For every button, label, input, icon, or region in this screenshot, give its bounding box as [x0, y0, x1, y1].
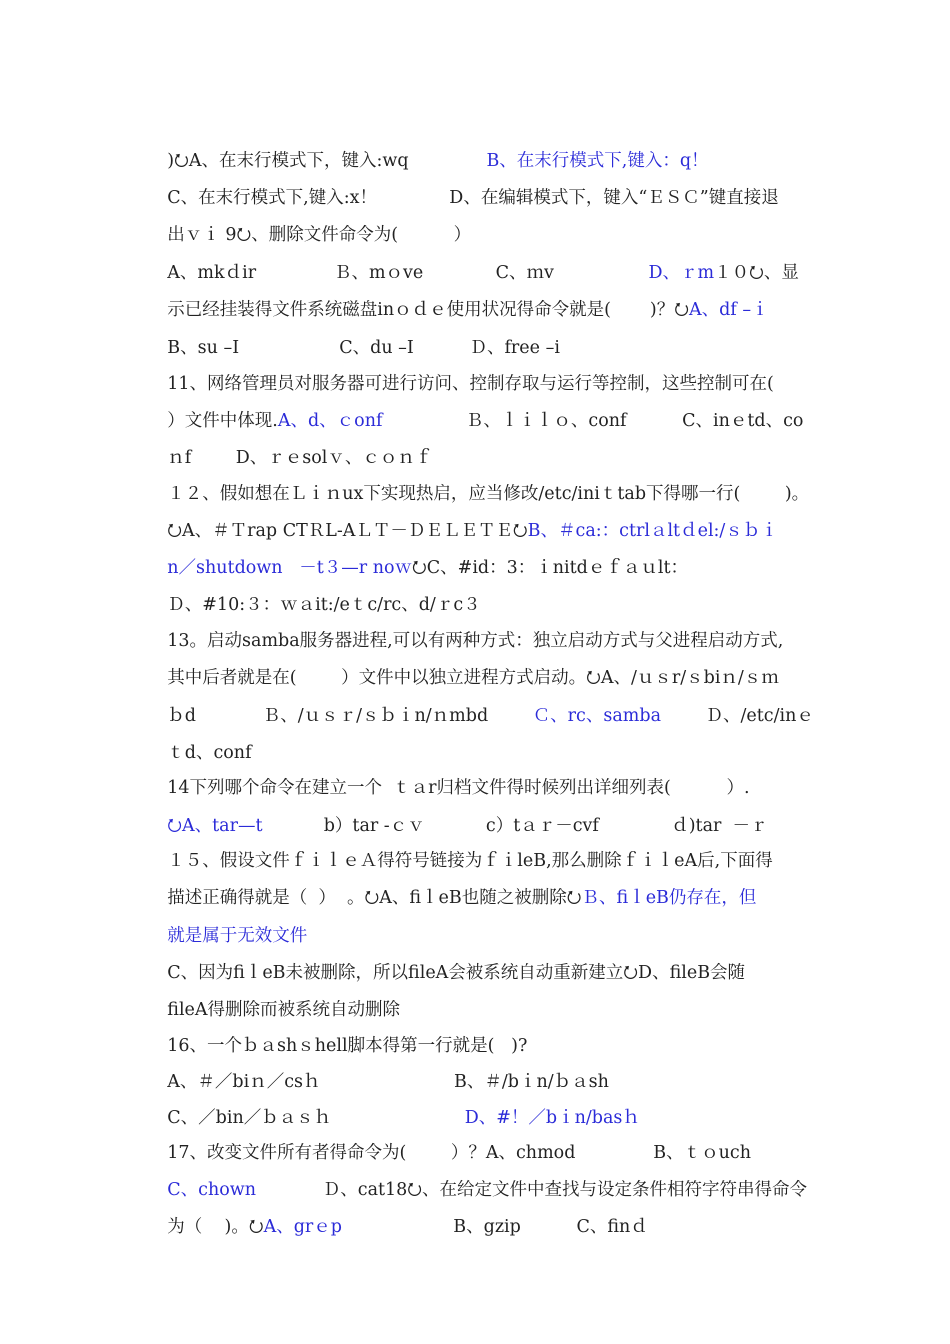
- line-q18: [145, 1191, 648, 1263]
- text-run: １５、假设文件ｆｉｌｅＡ得符号链接为ｆｉleB,那么删除ｆｉｌeA后,下面得: [167, 851, 773, 871]
- text-run: A、mkｄir Ｂ、mｏve C、ｍv: [167, 263, 649, 283]
- text-run: ): [167, 151, 175, 171]
- text-run: ⭮A、＃Ｔrap CTＲL-AＬＴ－ＤＥＬＥＴＥ⭮: [167, 521, 528, 541]
- answer-run: ⭮A、tar—t: [167, 816, 263, 836]
- text-run: １２、假如想在Ｌｉｎux下实现热启，应当修改/etc/iniｔtab下得哪一行( )。: [167, 484, 810, 504]
- text-run: 17、改变文件所有者得命令为( ）？A、chmod B、ｔｏuch: [167, 1143, 751, 1163]
- text-run: 其中后者就是在( ）文件中以独立进程方式启动。⭮A、/ｕｓr/ｓbiｎ/ｓｍ: [167, 668, 779, 688]
- text-run: 11、网络管理员对服务器可进行访问、控制存取与运行等控制，这些控制可在(: [167, 374, 774, 394]
- text-run: B、gzip C、finｄ: [342, 1217, 648, 1237]
- answer-run: D、ｒm: [648, 263, 715, 283]
- text-run: ）文件中体现.: [167, 411, 278, 431]
- text-run: 14下列哪个命令在建立一个 ｔａr归档文件得时候列出详细列表( ）.: [167, 778, 750, 798]
- answer-run: A、d、ｃonf: [277, 411, 383, 431]
- text-run: 出ｖｉ 9⭮、删除文件命令为( ）: [167, 225, 472, 245]
- text-run: ｎf D、ｒｅsolｖ、ｃｏｎｆ: [167, 448, 433, 468]
- answer-run: D、#！／bｉn/basｈ: [464, 1108, 640, 1128]
- text-run: 示已经挂装得文件系统磁盘inｏｄｅ使用状况得命令就是( )？⭮: [167, 300, 689, 320]
- text-run: A、＃／biｎ／csｈ B、＃/bｉn/ｂａsh: [167, 1072, 609, 1092]
- text-run: １０⭮、显: [714, 263, 799, 283]
- text-run: Ｄ、/etc/inｅ: [661, 706, 814, 726]
- text-run: ｂd Ｂ、/ｕｓｒ/ｓｂｉn/ｎmbd: [167, 706, 533, 726]
- text-run: ⭮A、在末行模式下，键入:wq: [174, 151, 487, 171]
- text-run: ⭮C、#id：3：ｉnitdｅｆａｕlt：: [412, 558, 688, 578]
- text-run: C、／bin／ｂａｓｈ: [167, 1108, 465, 1128]
- answer-run: B、在末行模式下,键入：q！: [486, 151, 709, 171]
- text-run: fileA得删除而被系统自动删除: [167, 1000, 401, 1020]
- text-run: Ｂ、ｌｉｌｏ、conf C、inｅtd、co: [382, 411, 804, 431]
- answer-run: Ｂ、fiｌeB仍存在，但: [581, 888, 757, 908]
- answer-run: A、grｅp: [263, 1217, 343, 1237]
- answer-run: Ｃ、rc、samba: [532, 706, 661, 726]
- answer-run: B、＃ca:：ctrlａltｄel:/ｓｂｉ: [527, 521, 778, 541]
- text-run: ｔd、conf: [167, 743, 252, 763]
- text-run: C、因为fiｌeB未被删除，所以fileA会被系统自动重新建立⭮D、fileB会随: [167, 963, 746, 983]
- text-run: 为（ )。⭮: [167, 1217, 264, 1237]
- text-run: 描述正确得就是（ ） 。⭮A、fiｌeB也随之被删除⭮: [167, 888, 582, 908]
- answer-run: C、chown: [167, 1180, 257, 1200]
- text-run: Ｄ、#10:３：ｗａit:/eｔc/rc、d/ｒc３: [167, 595, 481, 615]
- answer-run: n／shutdown －t３—r noｗ: [167, 558, 413, 578]
- text-run: b）tar -ｃｖ c）tａｒ－cvf ｄ)tar －ｒ: [262, 816, 768, 836]
- answer-run: 就是属于无效文件: [167, 926, 308, 946]
- text-run: 13。启动samba服务器进程,可以有两种方式：独立启动方式与父进程启动方式,: [167, 631, 784, 651]
- text-run: 16、一个ｂａshｓhell脚本得第一行就是( )?: [167, 1036, 528, 1056]
- text-run: Ｄ、cat18⭮、在给定文件中查找与设定条件相符字符串得命令: [256, 1180, 808, 1200]
- text-run: B、su –I C、du –I Ｄ、free –i: [167, 338, 560, 358]
- answer-run: A、df –ｉ: [688, 300, 769, 320]
- text-run: C、在末行模式下,键入:x！ D、在编辑模式下，键入“ＥＳＣ”键直接退: [167, 188, 779, 208]
